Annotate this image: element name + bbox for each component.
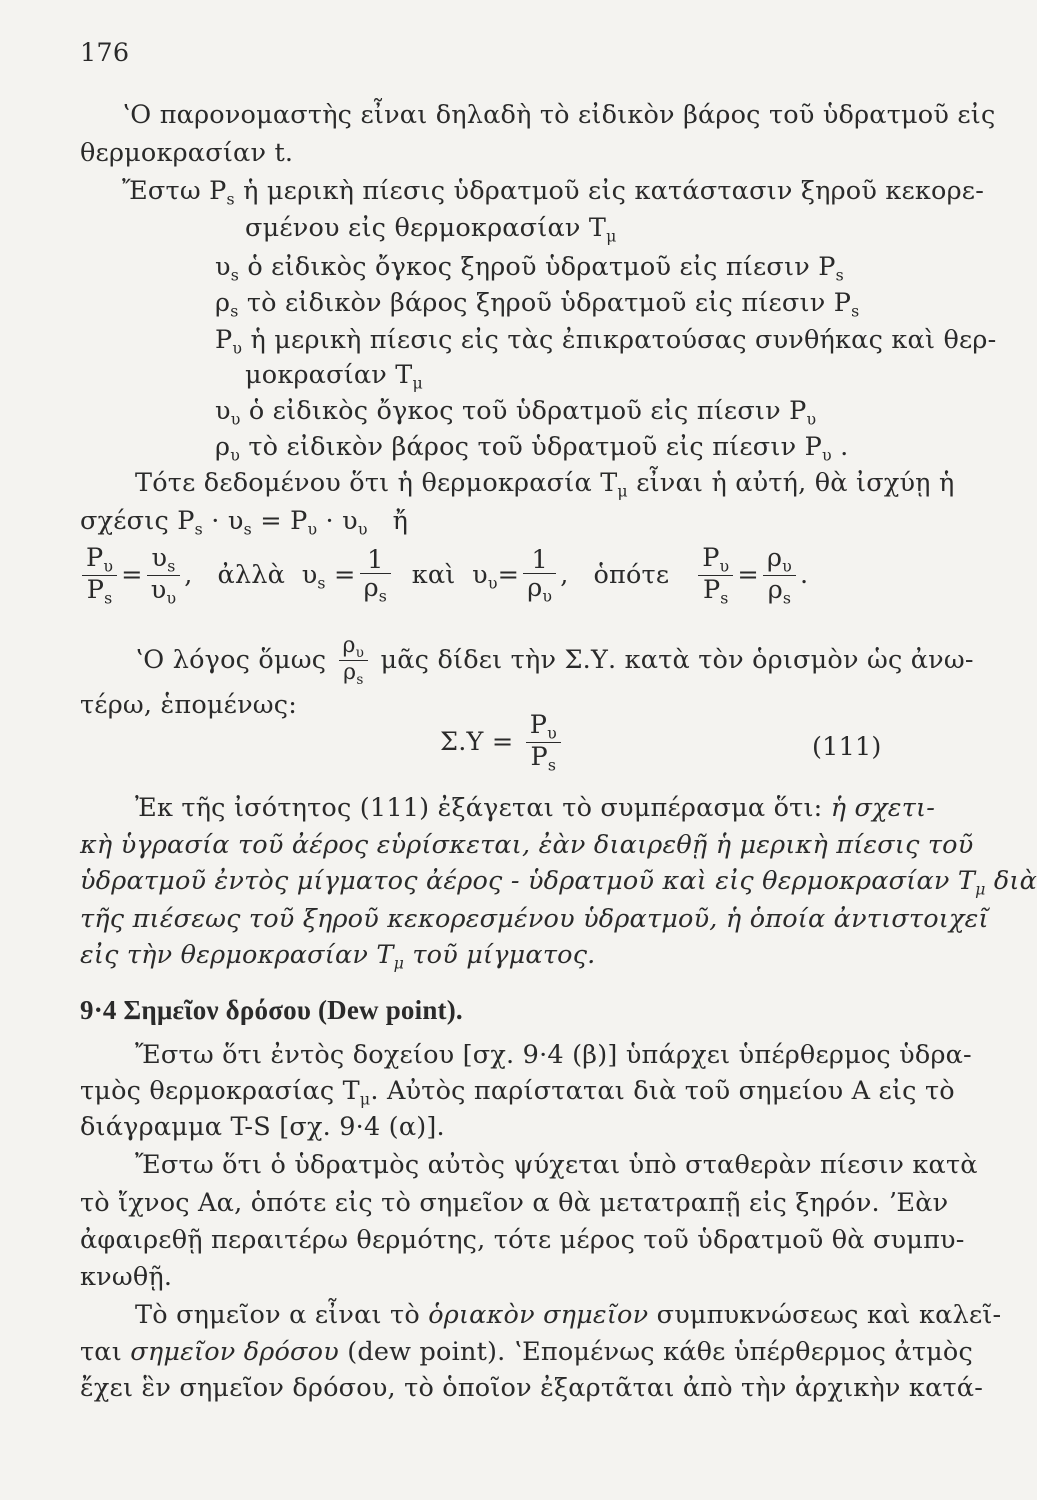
paragraph-line: τῆς πιέσεως τοῦ ξηροῦ κεκορεσμένου ὑδρατμοῦ, ἡ ὁποία ἀντιστοιχεῖ xyxy=(80,904,989,934)
text: s xyxy=(230,301,239,321)
text: υ xyxy=(782,556,792,576)
text: υ xyxy=(547,723,557,743)
paragraph-line xyxy=(135,1300,1001,1330)
paragraph-line xyxy=(135,793,935,823)
paragraph-line: διάγραμμα T-S [σχ. 9·4 (α)]. xyxy=(80,1112,445,1142)
text: τοῦ μίγματος. xyxy=(412,940,596,970)
text: ἡ μερικὴ πίεσις ὑδρατμοῦ εἰς κατάστασιν ξηροῦ κεκορε- xyxy=(243,176,985,206)
text: Τὸ σημεῖον α εἶναι τὸ xyxy=(135,1300,420,1330)
paragraph-line: κνωθῇ. xyxy=(80,1262,173,1292)
equation-line: $\frac{P_\upsilon}{P_s}$ = $\frac{\upsilon_s}{\upsilon_\upsilon}$ , ἀλλὰ $\upsilon_s$ = $\frac{1}{\rho_s}$ καὶ $\upsilon_\upsilon=$ $\frac{1}{\rho_\upsilon}$ , ὁπότε $\frac{P_\upsilon}{P_s}$ = $\frac{\rho_\upsilon}{\rho_s}$ . xyxy=(78,545,808,607)
text: εἰς τὴν θερμοκρασίαν T xyxy=(80,940,394,970)
text: s xyxy=(317,573,326,593)
text: υ xyxy=(230,409,241,429)
text: υ xyxy=(487,573,498,593)
relation-line: σχέσις $P_s \cdot \upsilon_s = P_\upsilon \cdot \upsilon_\upsilon$ ἤ xyxy=(80,506,409,539)
page-number: 176 xyxy=(80,38,130,68)
paragraph-line xyxy=(80,1337,973,1367)
text: ὑδρατμοῦ ἐντὸς μίγματος ἀέρος - ὑδρατμοῦ καὶ εἰς θερμοκρασίαν T xyxy=(80,866,976,896)
paragraph-line xyxy=(80,1076,955,1109)
definition-rs xyxy=(215,288,859,321)
text: ρ xyxy=(215,288,231,318)
fraction: $\frac{\rho_\upsilon}{\rho_s}$ xyxy=(763,545,796,607)
text: διὰ xyxy=(993,866,1037,896)
text: τὸ εἰδικὸν βάρος ξηροῦ ὑδρατμοῦ εἰς πίεσιν P xyxy=(246,288,852,318)
text: υ xyxy=(103,556,114,576)
text: s xyxy=(851,301,860,321)
text: σχέσις xyxy=(80,506,169,536)
text: μ xyxy=(606,226,617,246)
definition-us xyxy=(215,252,844,285)
text: Ἔστω P xyxy=(122,176,227,206)
text: ὁ εἰδικὸς ὄγκος τοῦ ὑδρατμοῦ εἰς πίεσιν P xyxy=(248,396,807,426)
text: υ xyxy=(806,409,817,429)
text: s xyxy=(835,265,844,285)
text: υ xyxy=(307,519,318,539)
text: s xyxy=(226,189,235,209)
text: υ xyxy=(719,556,730,576)
text: s xyxy=(547,755,557,775)
text: σημεῖον δρόσου xyxy=(130,1337,339,1367)
fraction: $\frac{1}{\rho_\upsilon}$ xyxy=(523,547,556,606)
text: s xyxy=(356,671,364,688)
fraction: $\frac{P_\upsilon}{P_s}$ xyxy=(82,545,117,607)
text: υ xyxy=(215,396,231,426)
text: ὁ εἰδικὸς ὄγκος ξηροῦ ὑδρατμοῦ εἰς πίεσιν P xyxy=(247,252,836,282)
text: μ xyxy=(617,481,628,501)
text: (dew point). ʽΕπομένως κάθε ὑπέρθερμος ἀτμὸς xyxy=(347,1337,973,1367)
definition-rv: $\rho_\upsilon$ τὸ εἰδικὸν βάρος τοῦ ὑδρατμοῦ εἰς πίεσιν $P_\upsilon$ . xyxy=(215,432,849,465)
text: υ xyxy=(232,338,243,358)
paragraph-line: Ἔστω ὅτι ἐντὸς δοχείου [σχ. 9·4 (β)] ὑπάρχει ὑπέρθερμος ὑδρα- xyxy=(135,1040,972,1070)
text: s xyxy=(782,588,792,608)
equation-number: (111) xyxy=(812,732,882,762)
text: σμένου εἰς θερμοκρασίαν T xyxy=(245,213,607,243)
paragraph-line: κὴ ὑγρασία τοῦ ἀέρος εὑρίσκεται, ἐὰν διαιρεθῇ ἡ μερικὴ πίεσις τοῦ xyxy=(80,830,974,860)
text: 1 xyxy=(523,547,556,575)
text: ρ xyxy=(215,432,231,462)
text: s xyxy=(167,556,176,576)
text: υ xyxy=(542,586,553,606)
text: συμπυκνώσεως καὶ καλεῖ- xyxy=(656,1300,1002,1330)
text: καὶ xyxy=(411,560,456,591)
text: μ xyxy=(975,879,986,899)
text: P xyxy=(530,742,548,773)
text: τμὸς θερμοκρασίας T xyxy=(80,1076,360,1106)
text: s xyxy=(104,588,113,608)
text: υ xyxy=(166,588,177,608)
text: ἡ μερικὴ πίεσις εἰς τὰς ἐπικρατούσας συνθήκας καὶ θερ- xyxy=(250,325,997,355)
definition-pv xyxy=(215,325,996,358)
paragraph-line: ʽΟ παρονομαστὴς εἶναι δηλαδὴ τὸ εἰδικὸν βάρος τοῦ ὑδρατμοῦ εἰς xyxy=(122,100,996,130)
text: υ xyxy=(357,519,368,539)
text: υ xyxy=(821,445,832,465)
text: 1 xyxy=(360,547,392,575)
fraction: $\frac{\upsilon_s}{\upsilon_\upsilon}$ xyxy=(147,545,181,607)
text: υ xyxy=(215,252,231,282)
fraction: $\frac{P_\upsilon}{P_s}$ xyxy=(698,545,733,607)
text: P xyxy=(529,710,548,740)
text: P xyxy=(215,325,233,355)
text: ʽΟ λόγος ὅμως xyxy=(135,644,327,675)
text: s xyxy=(230,265,240,285)
text: s xyxy=(243,519,252,539)
text: ἡ σχετι- xyxy=(830,793,936,823)
text: ἀλλὰ xyxy=(217,560,286,591)
fraction: $\frac{\rho_\upsilon}{\rho_s}$ xyxy=(339,634,369,688)
paragraph-line: Ἔστω ὅτι ὁ ὑδρατμὸς αὐτὸς ψύχεται ὑπὸ σταθερὰν πίεσιν κατὰ xyxy=(135,1150,978,1180)
text: υ xyxy=(230,445,241,465)
text: μᾶς δίδει τὴν Σ.Υ. κατὰ τὸν ὁρισμὸν ὡς ἀνω- xyxy=(380,644,974,675)
text: s xyxy=(378,586,388,606)
text: Ἐκ τῆς ἰσότητος (111) ἐξάγεται τὸ συμπέρασμα ὅτι: xyxy=(135,793,823,823)
formula-111 xyxy=(440,712,565,774)
text: s xyxy=(720,588,729,608)
paragraph-line: τέρω, ἑπομένως: xyxy=(80,690,298,720)
definition-ps xyxy=(122,176,984,209)
paragraph-line xyxy=(80,940,596,973)
text: s xyxy=(194,519,203,539)
paragraph-line: θερμοκρασίαν t. xyxy=(80,138,294,168)
text: ἤ xyxy=(392,506,409,536)
paragraph-line: ἀφαιρεθῇ περαιτέρω θερμότης, τότε μέρος τοῦ ὑδρατμοῦ θὰ συμπυ- xyxy=(80,1225,965,1255)
text: ται xyxy=(80,1337,122,1367)
definition-pv-cont xyxy=(245,360,423,393)
text: υ xyxy=(355,644,365,661)
fraction: $\frac{1}{\rho_s}$ xyxy=(360,547,392,606)
definition-uv xyxy=(215,396,816,429)
text: Τότε δεδομένου ὅτι ἡ θερμοκρασία T xyxy=(135,468,618,498)
paragraph-line xyxy=(135,468,954,501)
text: . Αὐτὸς παρίσταται διὰ τοῦ σημείου A εἰς τὸ xyxy=(370,1076,955,1106)
text: μοκρασίαν T xyxy=(245,360,413,390)
text: εἶναι ἡ αὐτή, θὰ ἰσχύῃ ἡ xyxy=(636,468,955,498)
text: ὁριακὸν σημεῖον xyxy=(428,1300,649,1330)
text: Σ.Υ = xyxy=(440,727,514,758)
definition-ps-cont xyxy=(245,213,617,246)
paragraph-line: ἔχει ἓν σημεῖον δρόσου, τὸ ὁποῖον ἐξαρτᾶται ἀπὸ τὴν ἀρχικὴν κατά- xyxy=(80,1373,984,1403)
section-heading: 9·4 Σημεῖον δρόσου (Dew point). xyxy=(80,995,463,1025)
fraction xyxy=(526,712,561,774)
text: τὸ εἰδικὸν βάρος τοῦ ὑδρατμοῦ εἰς πίεσιν P xyxy=(248,432,822,462)
text: μ xyxy=(393,953,405,973)
text: μ xyxy=(412,373,423,393)
text: μ xyxy=(359,1089,371,1109)
paragraph-line xyxy=(135,634,974,688)
paragraph-line: τὸ ἴχνος Aα, ὁπότε εἰς τὸ σημεῖον α θὰ μετατραπῇ εἰς ξηρόν. ʼΕὰν xyxy=(80,1188,949,1218)
paragraph-line xyxy=(80,866,1037,899)
text: ὁπότε xyxy=(593,560,670,591)
